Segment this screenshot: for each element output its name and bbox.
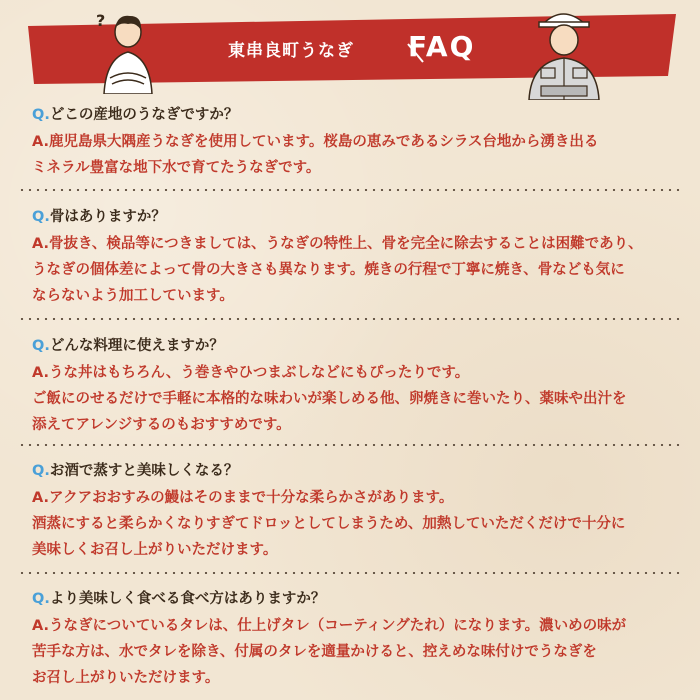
banner-faq-label: FAQ [408, 30, 476, 63]
answer-line: 添えてアレンジするのもおすすめです。 [32, 417, 291, 433]
faq-item [32, 104, 672, 181]
question-mark-label: Q. [32, 463, 50, 479]
questioning-person-icon [88, 6, 168, 94]
faq-question [32, 588, 672, 610]
faq-item [32, 460, 672, 563]
dotted-divider [18, 318, 682, 320]
faq-item [32, 588, 672, 691]
answer-line: お召し上がりいただけます。 [32, 670, 220, 686]
worker-person-icon [515, 2, 610, 100]
question-mark-label: Q. [32, 107, 50, 123]
dotted-divider [18, 572, 682, 574]
answer-line: 酒蒸にすると柔らかくなりすぎてドロッとしてしまうため、加熱していただくだけで十分に [32, 516, 626, 532]
answer-line: 苦手な方は、水でタレを除き、付属のタレを適量かけると、控えめな味付けでうなぎを [32, 644, 597, 660]
question-mark-label: Q. [32, 209, 50, 225]
banner-title: 東串良町うなぎ [228, 41, 354, 61]
question-text: より美味しく食べる食べ方はありますか？ [49, 591, 326, 607]
faq-answer [32, 231, 672, 309]
faq-item [32, 206, 672, 309]
answer-line: 美味しくお召し上がりいただけます。 [32, 542, 278, 558]
faq-answer [32, 485, 672, 563]
dotted-divider [18, 444, 682, 446]
faq-answer [32, 360, 672, 438]
answer-line: A.鹿児島県大隅産うなぎを使用しています。桜島の恵みであるシラス台地から湧き出る [32, 134, 599, 150]
answer-line: A.うな丼はもちろん、う巻きやひつまぶしなどにもぴったりです。 [32, 365, 470, 381]
answer-line: ミネラル豊富な地下水で育てたうなぎです。 [32, 160, 321, 176]
answer-line: ならないよう加工しています。 [32, 288, 234, 304]
faq-question [32, 206, 672, 228]
answer-line: A.うなぎについているタレは、仕上げタレ（コーティングたれ）になります。濃いめの味が [32, 618, 627, 634]
question-text: どんな料理に使えますか？ [49, 338, 224, 354]
faq-item [32, 335, 672, 438]
question-text: お酒で蒸すと美味しくなる？ [49, 463, 239, 479]
answer-line: うなぎの個体差によって骨の大きさも異なります。焼きの行程で丁寧に焼き、骨なども気に [32, 262, 625, 278]
answer-line: A.骨抜き、検品等につきましては、うなぎの特性上、骨を完全に除去することは困難であり、 [32, 236, 643, 252]
faq-question [32, 460, 672, 482]
question-mark-label: Q. [32, 338, 50, 354]
svg-text:?: ? [96, 11, 106, 30]
dotted-divider [18, 189, 682, 191]
faq-answer [32, 613, 672, 691]
faq-question [32, 104, 672, 126]
question-text: 骨はありますか？ [49, 209, 166, 225]
faq-answer [32, 129, 672, 181]
answer-line: A.アクアおおすみの鰻はそのままで十分な柔らかさがあります。 [32, 490, 454, 506]
question-mark-label: Q. [32, 591, 50, 607]
faq-question [32, 335, 672, 357]
question-text: どこの産地のうなぎですか？ [49, 107, 239, 123]
answer-line: ご飯にのせるだけで手軽に本格的な味わいが楽しめる他、卵焼きに巻いたり、薬味や出汁を [32, 391, 627, 407]
